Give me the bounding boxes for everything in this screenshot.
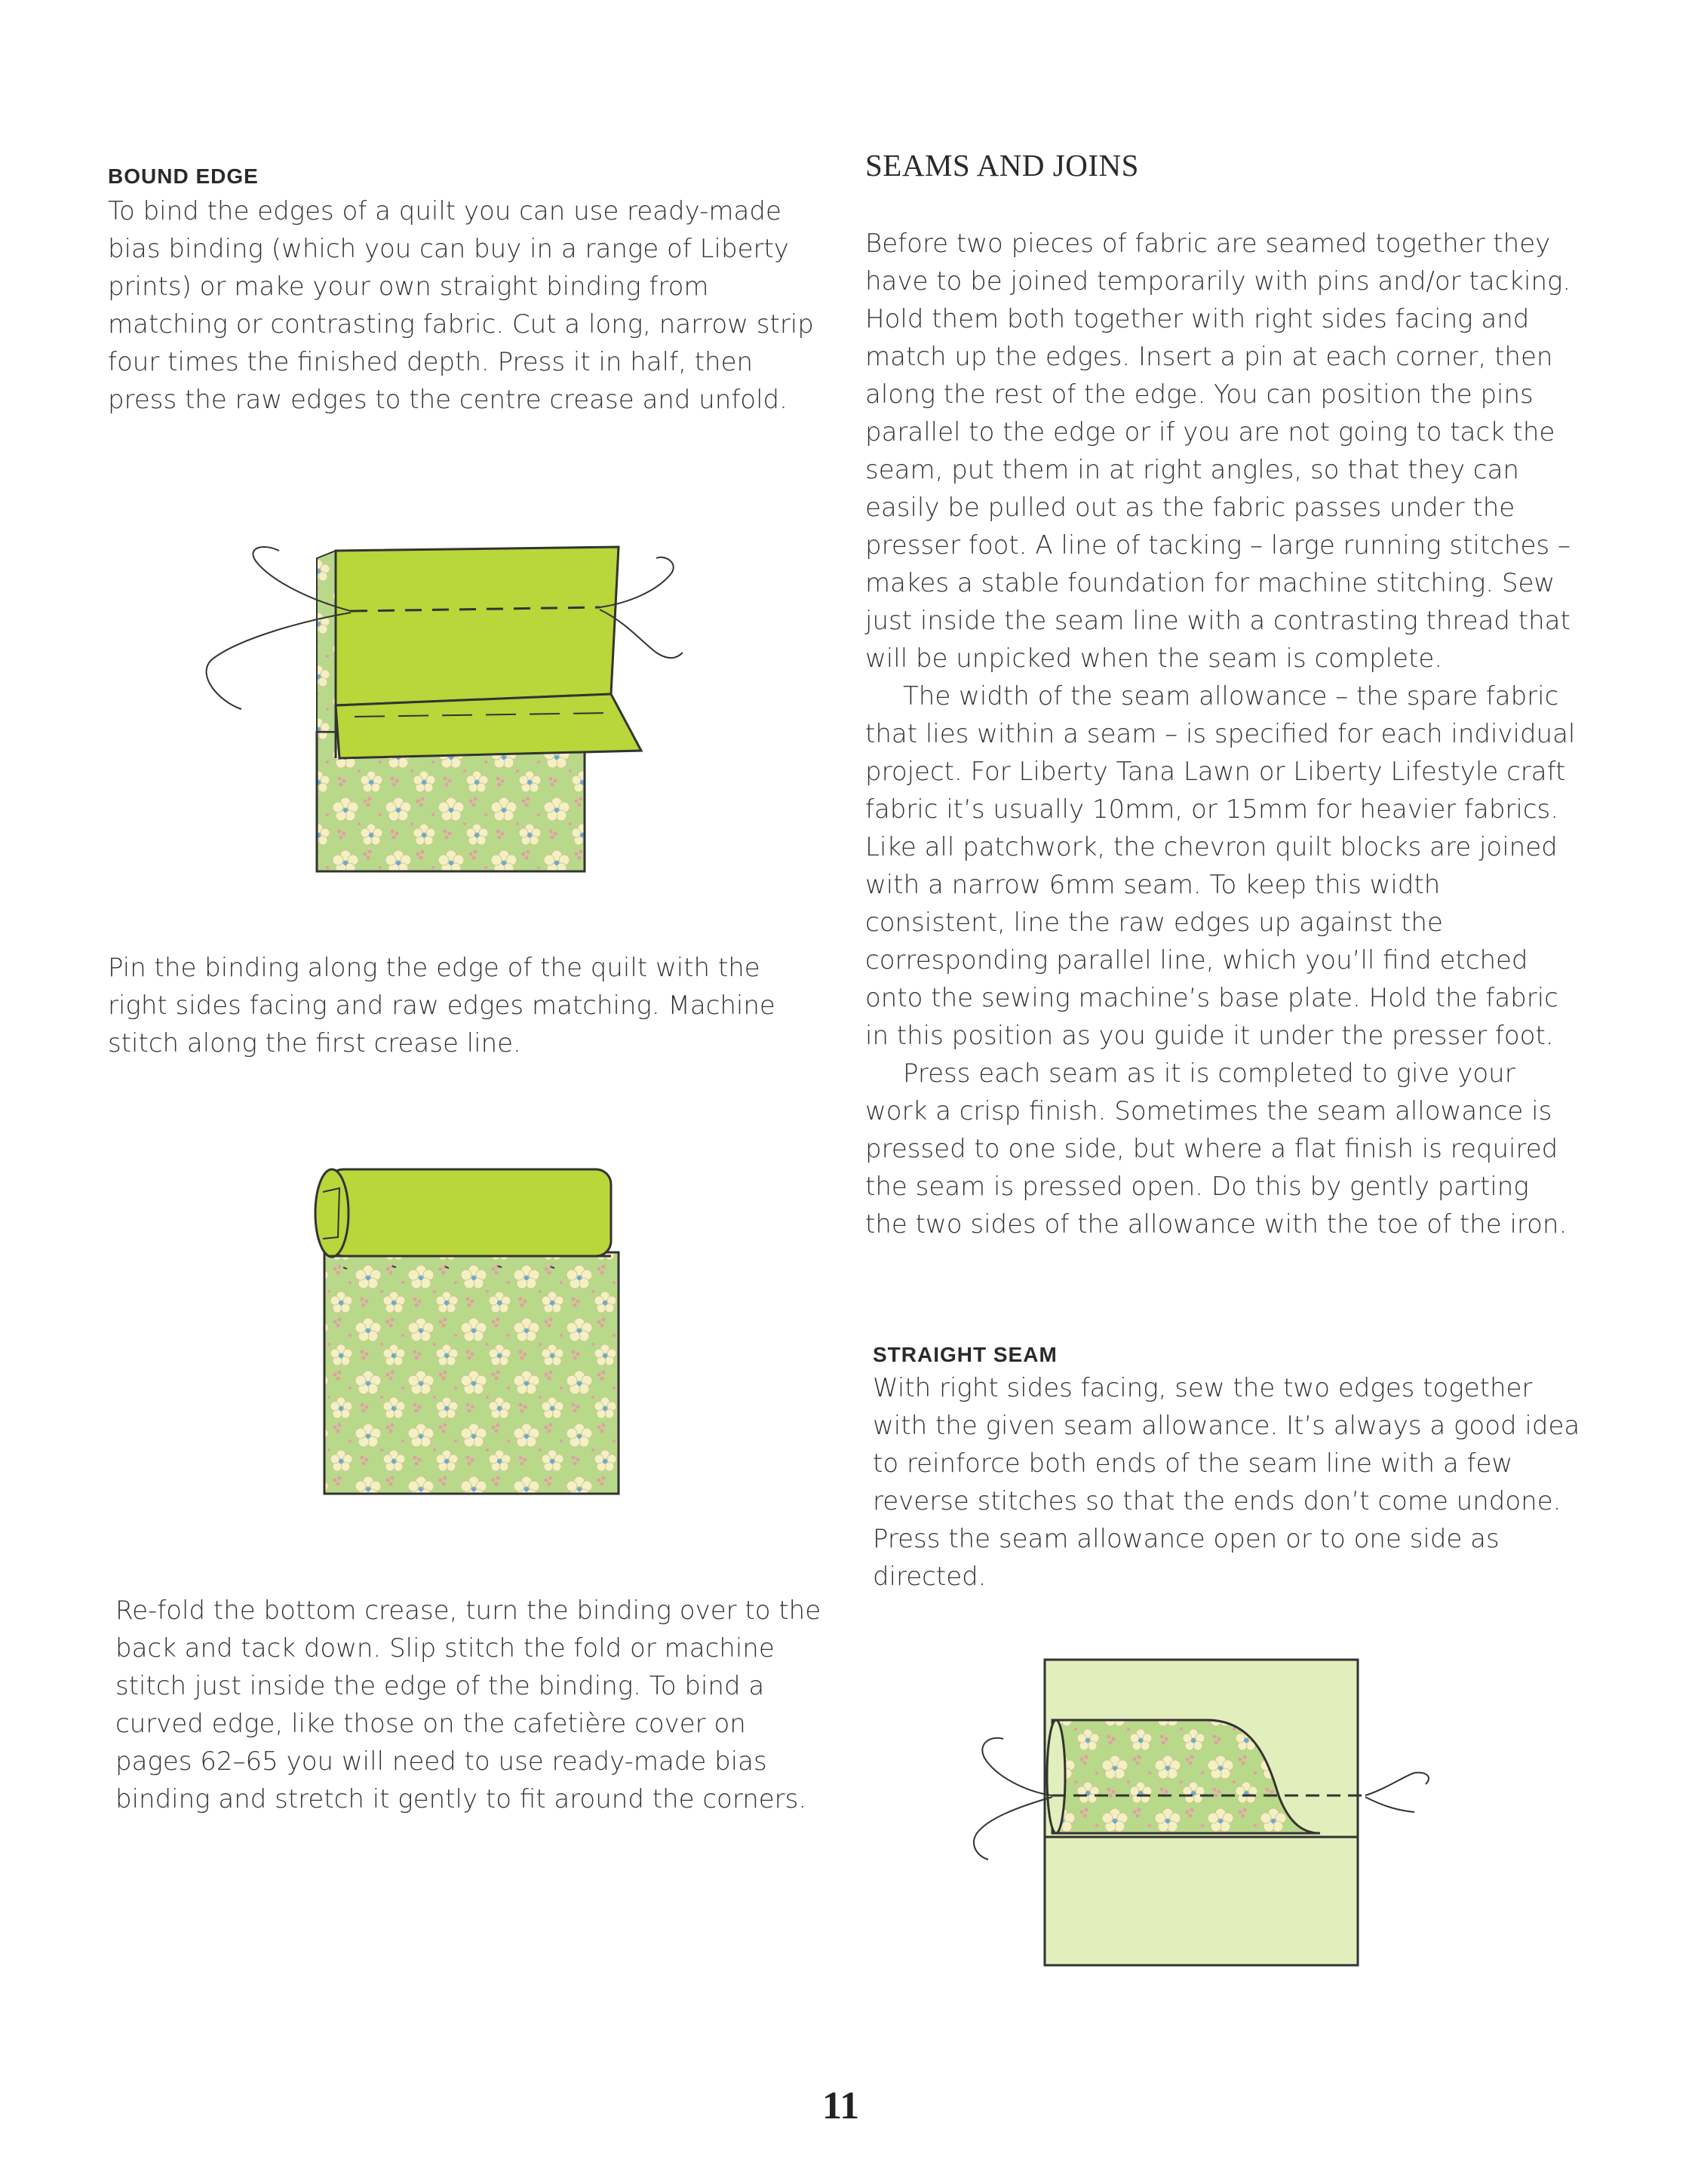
straight-seam-text: With right sides facing, sew the two edges together with the given seam allowance. It’s always a good idea to reinforce both ends of the seam line with a few reverse stitches so that the ends don’t come undone. Press the seam allowance open or to one side as directed. [873, 1373, 1580, 1592]
refold-paragraph [115, 1592, 824, 1818]
pin-binding-text: Pin the binding along the edge of the quilt with the right sides facing and raw edges matching. Machine stitch along the first crease line. [108, 953, 775, 1058]
section-title: SEAMS AND JOINS [865, 148, 1139, 183]
refold-text: Re-fold the bottom crease, turn the binding over to the back and tack down. Slip stitch the fold or machine stitch just inside the edge of the binding. To bind a curved edge, like those on the cafetière cover on pages 62–65 you will need to use ready-made bias binding and stretch it gently to fit around the corners. [115, 1596, 821, 1814]
bound-edge-heading: BOUND EDGE [108, 164, 259, 188]
bound-edge-paragraph [108, 192, 817, 419]
seams-para-2: The width of the seam allowance – the spare fabric that lies within a seam – is specified for each individual project. For Liberty Tana Lawn or Liberty Lifestyle craft fabric it’s usually 10mm, or 15mm for heavier fabrics. Like all patchwork, the chevron quilt blocks are joined with a narrow 6mm seam. To keep this width consistent, line the raw edges up against the corresponding parallel line, which you’ll find etched onto the sewing machine’s base plate. Hold the fabric in this position as you guide it under the presser foot. [865, 681, 1576, 1051]
pin-binding-paragraph [108, 949, 817, 1062]
straight-seam-heading: STRAIGHT SEAM [873, 1343, 1058, 1366]
illustration-binding-fold [173, 528, 702, 883]
illustration-binding-rolled [302, 1154, 649, 1516]
straight-seam-paragraph [873, 1369, 1586, 1596]
page-number: 11 [822, 2084, 860, 2127]
seams-para-3: Press each seam as it is completed to give your work a crisp finish. Sometimes the seam allowance is pressed to one side, but where a flat finish is required the seam is pressed open. Do this by gently parting the two sides of the allowance with the toe of the iron. [865, 1058, 1568, 1239]
illustration-straight-seam [943, 1645, 1441, 1977]
seams-body [865, 225, 1578, 1243]
seams-para-1: Before two pieces of fabric are seamed together they have to be joined temporarily with pins and/or tacking. Hold them both together with right sides facing and match up the edges. Insert a pin at each corner, then along the rest of the edge. You can position the pins parallel to the edge or if you are not going to tack the seam, put them in at right angles, so that they can easily be pulled out as the fabric passes under the presser foot. A line of tacking – large running stitches – makes a stable foundation for machine stitching. Sew just inside the seam line with a contrasting thread that will be unpicked when the seam is complete. [865, 229, 1571, 674]
bound-edge-text: To bind the edges of a quilt you can use ready-made bias binding (which you can buy in a range of Liberty prints) or make your own straight binding from matching or contrasting fabric. Cut a long, narrow strip four times the finished depth. Press it in half, then press the raw edges to the centre crease and unfold. [108, 196, 814, 415]
